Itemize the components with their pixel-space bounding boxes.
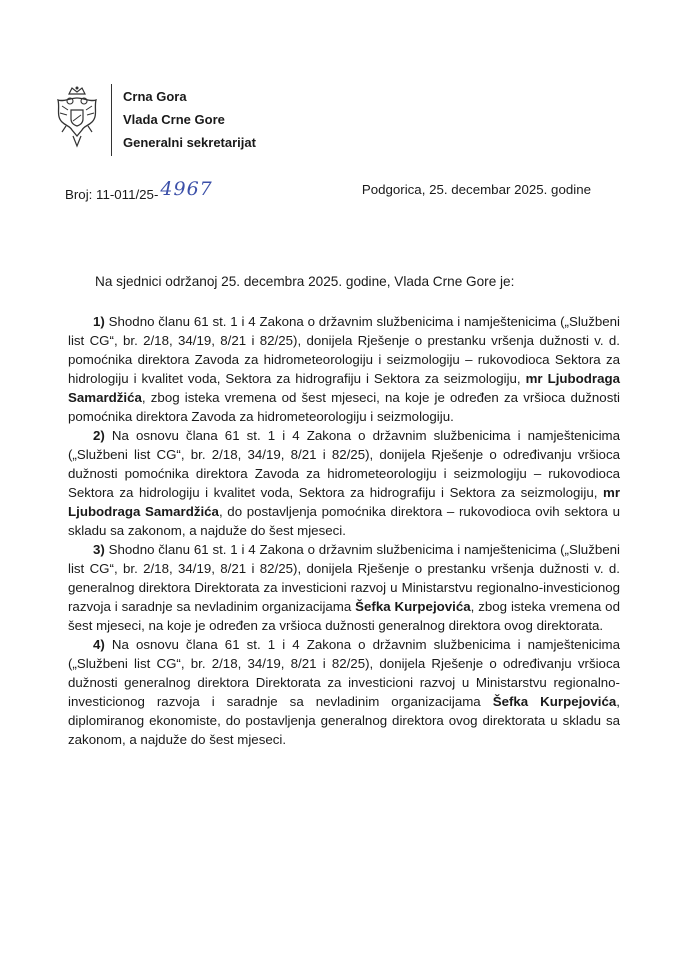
item-text: Na osnovu člana 61 st. 1 i 4 Zakona o državnim službenicima i namještenicima („Službeni list CG“, br. 2/18, 34/19, 8/21 i 82/25), donijela Rješenje o određivanju vršioca dužnosti pomoćnika direktora Zavoda za hidrometeorologiju i seizmologiju – rukovodioca Sektora za hidrologiju i kvalitet voda, Sektora za hidrografiju i Sektora za seizmologiju, bbox=[68, 428, 620, 500]
person-name: Šefka Kurpejovića bbox=[492, 694, 617, 709]
reference-number bbox=[65, 178, 213, 204]
person-name: mr Ljubodraga Samardžića bbox=[68, 485, 620, 519]
header-government: Vlada Crne Gore bbox=[123, 112, 225, 127]
item-number: 1) bbox=[93, 314, 105, 329]
item-text: Shodno članu 61 st. 1 i 4 Zakona o državnim službenicima i namještenicima („Službeni list CG“, br. 2/18, 34/19, 8/21 i 82/25), donijela Rješenje o prestanku vršenja dužnosti v. d. generalnog direktora Direktorata za investicioni razvoj u Ministarstvu regionalno-investicionog razvoja i saradnje sa nevladinim organizacijama bbox=[68, 542, 620, 614]
item-text-end: , zbog isteka vremena od šest mjeseci, na koje je određen za vršioca dužnosti pomoćnika direktora Zavoda za hidrometeorologiju i seizmologiju. bbox=[68, 390, 620, 424]
item-text: Na osnovu člana 61 st. 1 i 4 Zakona o državnim službenicima i namještenicima („Službeni list CG“, br. 2/18, 34/19, 8/21 i 82/25), donijela Rješenje o određivanju vršioca dužnosti generalnog direktora Direktorata za investicioni razvoj u Ministarstvu regionalno-investicionog razvoja i saradnje sa nevladinim organizacijama bbox=[68, 637, 620, 709]
item-text-end: , zbog isteka vremena od šest mjeseci, na koje je određen za vršioca dužnosti generalnog direktora ovog direktorata. bbox=[68, 599, 620, 633]
place-date: Podgorica, 25. decembar 2025. godine bbox=[361, 182, 591, 197]
item-number: 2) bbox=[93, 428, 105, 443]
handwritten-number: 4967 bbox=[160, 178, 213, 200]
person-name: Šefka Kurpejovića bbox=[355, 599, 471, 614]
person-name: mr Ljubodraga Samardžića bbox=[68, 371, 620, 405]
header-office: Generalni sekretarijat bbox=[123, 135, 256, 150]
item-text: Shodno članu 61 st. 1 i 4 Zakona o državnim službenicima i namještenicima („Službeni list CG“, br. 2/18, 34/19, 8/21 i 82/25), donijela Rješenje o prestanku vršenja dužnosti v. d. pomoćnika direktora Zavoda za hidrometeorologiju i seizmologiju – rukovodioca Sektora za hidrologiju i kvalitet voda, Sektora za hidrografiju i Sektora za seizmologiju, bbox=[68, 314, 620, 386]
intro-sentence: Na sjednici održanoj 25. decembra 2025. godine, Vlada Crne Gore je: bbox=[95, 274, 515, 289]
header-country: Crna Gora bbox=[123, 89, 187, 104]
item-number: 4) bbox=[93, 637, 105, 652]
montenegro-coat-of-arms-icon bbox=[52, 86, 102, 152]
item-number: 3) bbox=[93, 542, 105, 557]
reference-label: Broj: 11-011/25- bbox=[65, 187, 159, 202]
item-text-end: , diplomiranog ekonomiste, do postavljenja generalnog direktora ovog direktorata u skladu sa zakonom, a najduže do šest mjeseci. bbox=[68, 694, 620, 747]
header-divider bbox=[111, 84, 112, 156]
decision-item-3 bbox=[68, 540, 620, 635]
decision-item-1 bbox=[68, 312, 620, 426]
decision-item-2 bbox=[68, 426, 620, 540]
letterhead bbox=[123, 85, 256, 154]
decision-item-4 bbox=[68, 635, 620, 749]
decisions-list bbox=[68, 312, 620, 749]
item-text-end: , do postavljenja pomoćnika direktora – rukovodioca ovih sektora u skladu sa zakonom, a najduže do šest mjeseci. bbox=[68, 504, 620, 538]
